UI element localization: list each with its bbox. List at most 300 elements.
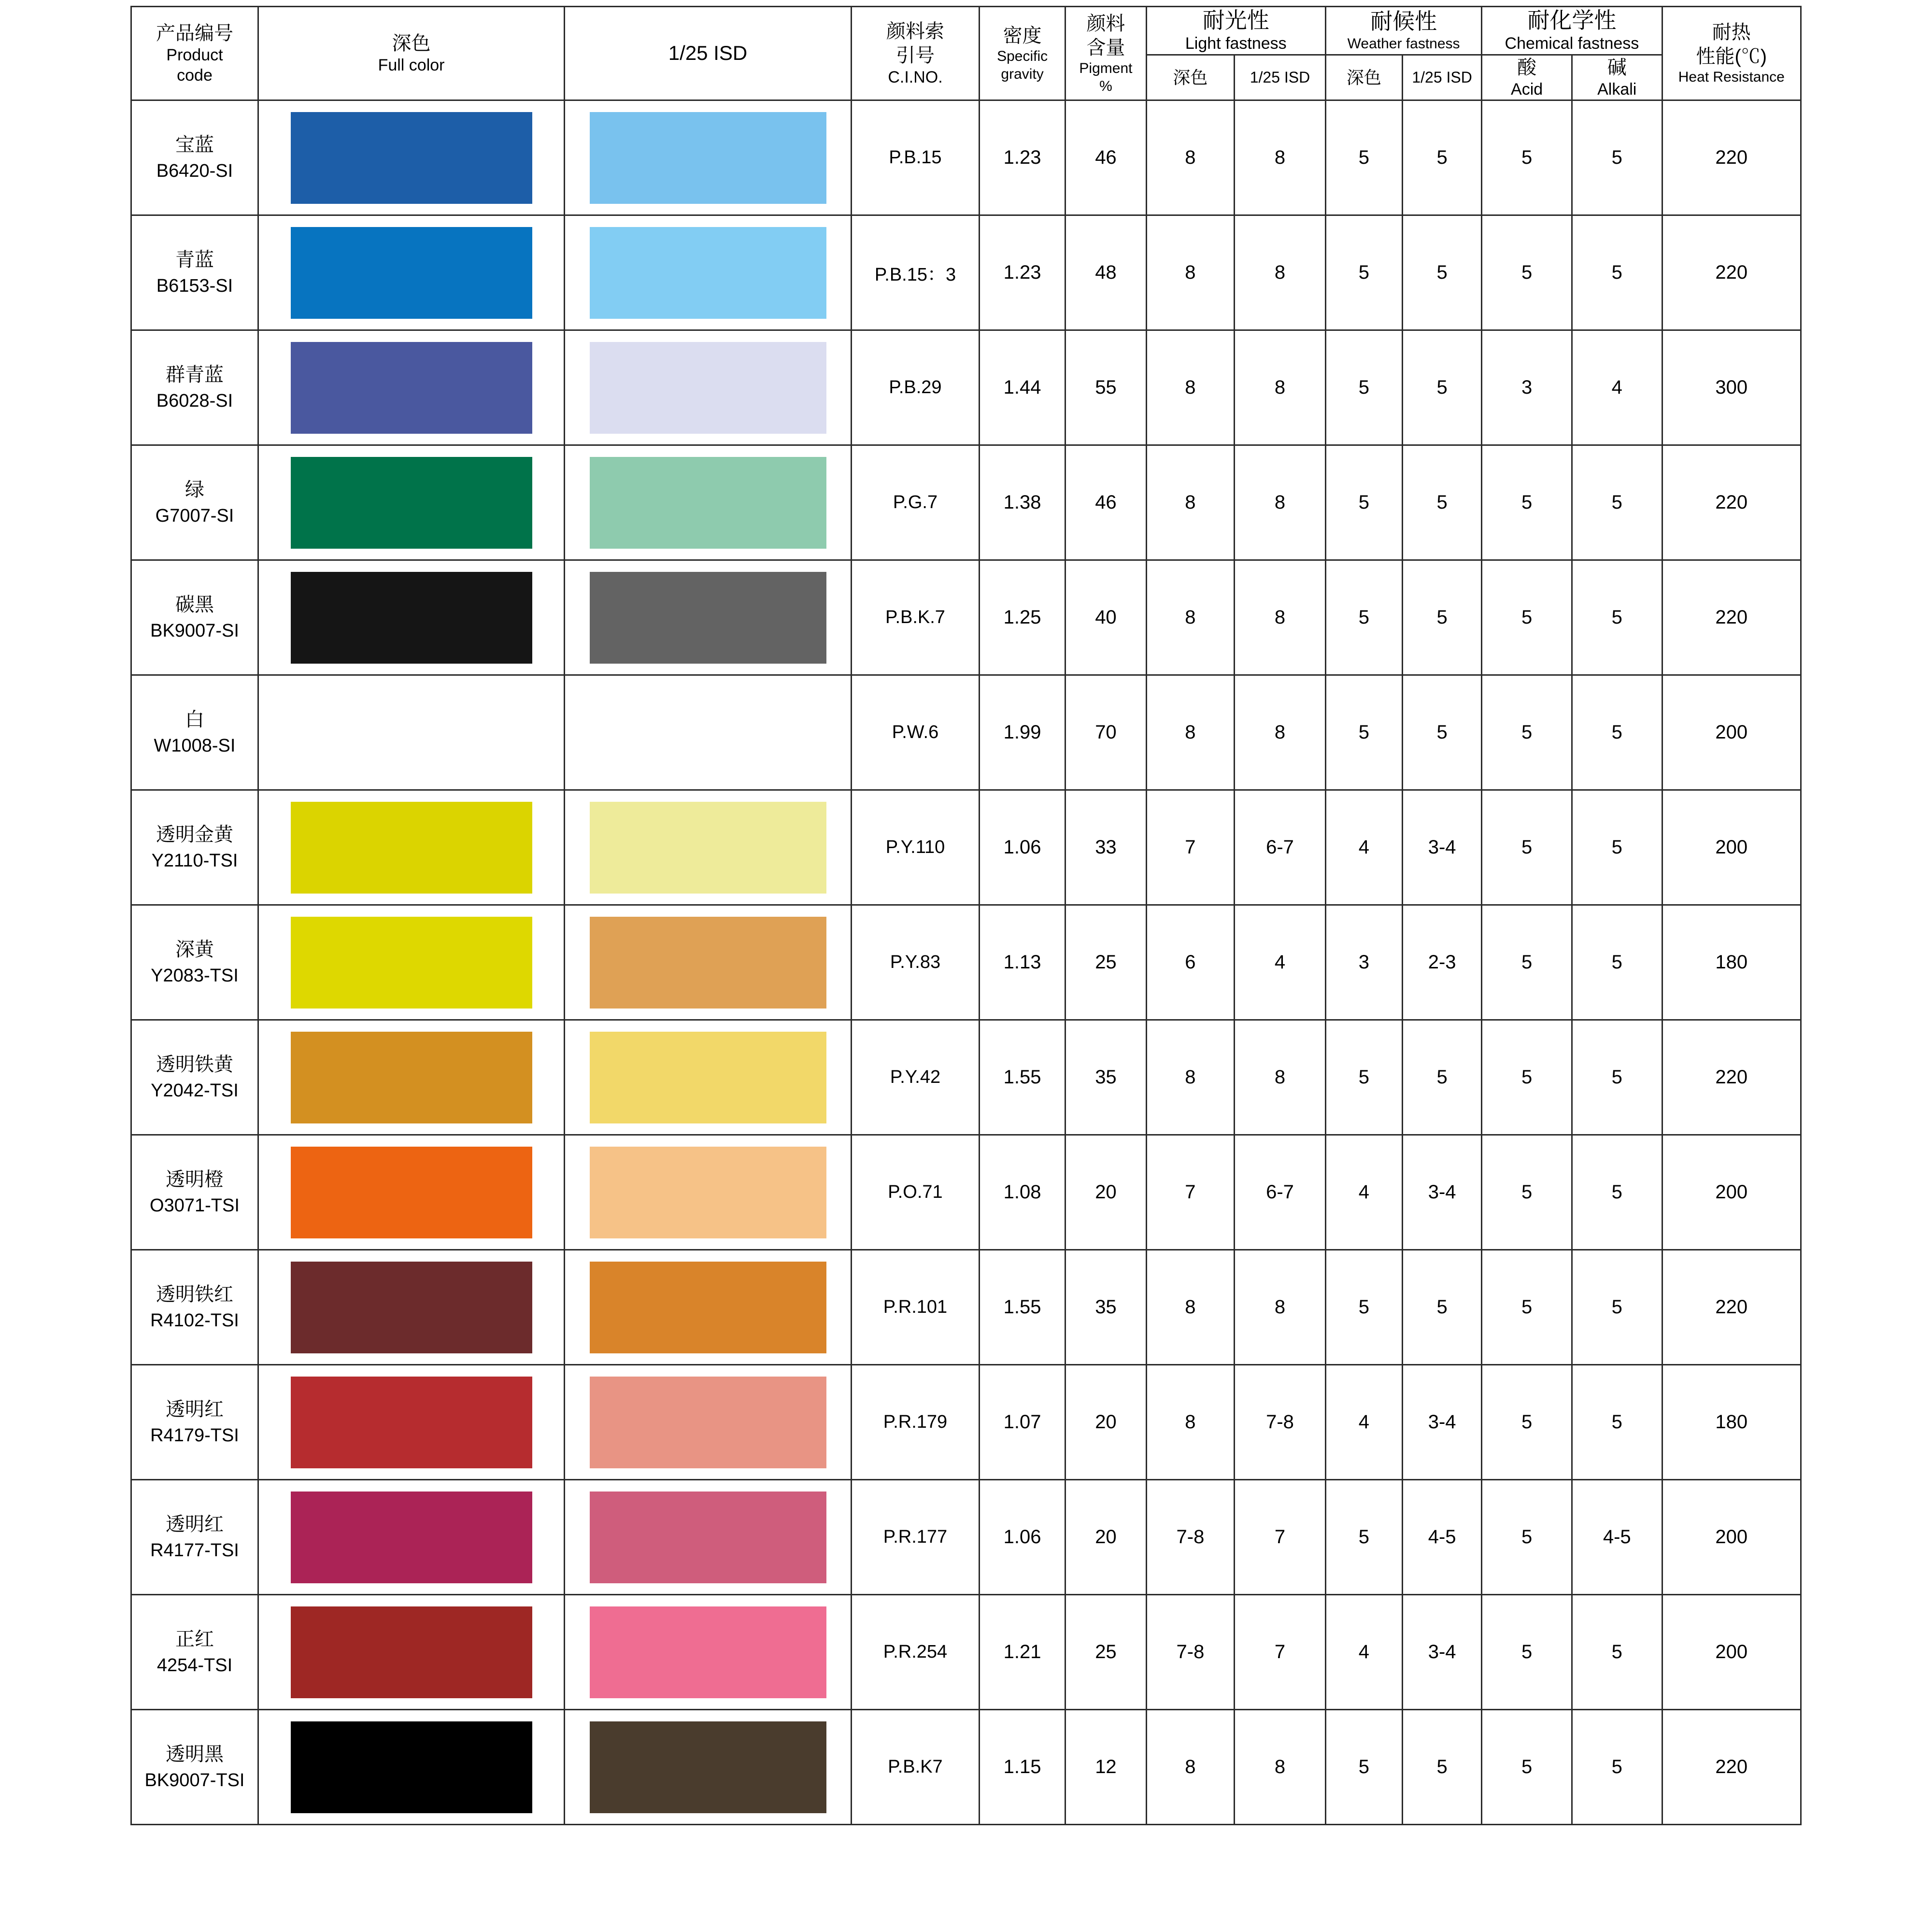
table-row bbox=[131, 1135, 1801, 1250]
table-row bbox=[131, 215, 1801, 330]
pigment-content-cell: 20 bbox=[1065, 1480, 1147, 1595]
product-code-value: O3071-TSI bbox=[150, 1195, 240, 1216]
isd-swatch bbox=[590, 572, 826, 664]
isd-swatch bbox=[590, 1492, 826, 1583]
isd-swatch-cell bbox=[565, 675, 852, 790]
isd-swatch-cell bbox=[565, 215, 852, 330]
header-density-cn: 密度 bbox=[1003, 25, 1042, 46]
weather-fastness-isd-cell: 5 bbox=[1402, 1710, 1481, 1825]
pigment-content-cell: 25 bbox=[1065, 905, 1147, 1020]
weather-fastness-isd-cell: 5 bbox=[1402, 330, 1481, 445]
ci-no-cell: P.O.71 bbox=[851, 1135, 979, 1250]
light-fastness-isd-cell: 6-7 bbox=[1235, 790, 1326, 905]
specific-gravity-cell: 1.23 bbox=[980, 215, 1065, 330]
isd-swatch-cell bbox=[565, 905, 852, 1020]
weather-fastness-isd-cell: 3-4 bbox=[1402, 1595, 1481, 1710]
product-code-value: BK9007-SI bbox=[150, 621, 239, 641]
product-code-cell bbox=[131, 1135, 258, 1250]
product-code-cell bbox=[131, 905, 258, 1020]
full-color-swatch-cell bbox=[258, 100, 564, 215]
light-fastness-deep-cell: 7-8 bbox=[1146, 1595, 1234, 1710]
isd-swatch bbox=[590, 1721, 826, 1813]
heat-resistance-cell: 200 bbox=[1662, 1595, 1801, 1710]
table-header bbox=[131, 7, 1801, 100]
weather-fastness-isd-cell: 5 bbox=[1402, 215, 1481, 330]
ci-no-cell: P.R.254 bbox=[851, 1595, 979, 1710]
full-color-swatch-cell bbox=[258, 1020, 564, 1135]
header-weather-fastness-en: Weather fastness bbox=[1347, 35, 1460, 52]
header-light-fastness bbox=[1146, 7, 1325, 55]
weather-fastness-deep-cell: 3 bbox=[1325, 905, 1402, 1020]
weather-fastness-deep-cell: 5 bbox=[1325, 100, 1402, 215]
alkali-fastness-cell: 5 bbox=[1572, 1020, 1662, 1135]
full-color-swatch-cell bbox=[258, 1365, 564, 1480]
isd-swatch-cell bbox=[565, 790, 852, 905]
full-color-swatch-cell bbox=[258, 1710, 564, 1825]
product-code-value: 4254-TSI bbox=[156, 1655, 233, 1676]
ci-no-cell: P.B.15：3 bbox=[851, 215, 979, 330]
light-fastness-isd-cell: 8 bbox=[1235, 215, 1326, 330]
isd-swatch-cell bbox=[565, 445, 852, 560]
full-color-swatch-cell bbox=[258, 1595, 564, 1710]
table-row bbox=[131, 100, 1801, 215]
header-pigment-cn-1: 颜料 bbox=[1086, 13, 1125, 34]
full-color-swatch bbox=[291, 1147, 532, 1238]
product-code-value: BK9007-TSI bbox=[144, 1770, 245, 1791]
product-code-cell bbox=[131, 330, 258, 445]
heat-resistance-cell: 300 bbox=[1662, 330, 1801, 445]
table-row bbox=[131, 790, 1801, 905]
header-isd-label: 1/25 ISD bbox=[668, 42, 748, 65]
full-color-swatch bbox=[291, 1721, 532, 1813]
header-alkali-en: Alkali bbox=[1597, 80, 1637, 99]
full-color-swatch bbox=[291, 1492, 532, 1583]
product-code-cell bbox=[131, 560, 258, 675]
header-weather-isd: 1/25 ISD bbox=[1402, 55, 1481, 100]
alkali-fastness-cell: 5 bbox=[1572, 790, 1662, 905]
header-pigment-en: Pigment bbox=[1079, 60, 1133, 76]
product-code-cell bbox=[131, 1710, 258, 1825]
full-color-swatch-cell bbox=[258, 905, 564, 1020]
light-fastness-deep-cell: 8 bbox=[1146, 1710, 1234, 1825]
alkali-fastness-cell: 5 bbox=[1572, 1135, 1662, 1250]
specific-gravity-cell: 1.99 bbox=[980, 675, 1065, 790]
light-fastness-isd-cell: 4 bbox=[1235, 905, 1326, 1020]
table-row bbox=[131, 1250, 1801, 1365]
pigment-content-cell: 48 bbox=[1065, 215, 1147, 330]
product-code-value: R4102-TSI bbox=[150, 1310, 239, 1331]
weather-fastness-isd-cell: 5 bbox=[1402, 445, 1481, 560]
ci-no-cell: P.B.29 bbox=[851, 330, 979, 445]
isd-swatch-cell bbox=[565, 1365, 852, 1480]
full-color-swatch bbox=[291, 1032, 532, 1123]
weather-fastness-deep-cell: 5 bbox=[1325, 1250, 1402, 1365]
light-fastness-deep-cell: 8 bbox=[1146, 1020, 1234, 1135]
header-pigment-cn-2: 含量 bbox=[1086, 37, 1125, 58]
light-fastness-deep-cell: 8 bbox=[1146, 1250, 1234, 1365]
alkali-fastness-cell: 5 bbox=[1572, 675, 1662, 790]
specific-gravity-cell: 1.07 bbox=[980, 1365, 1065, 1480]
heat-resistance-cell: 180 bbox=[1662, 905, 1801, 1020]
specific-gravity-cell: 1.21 bbox=[980, 1595, 1065, 1710]
header-heat-cn-2: 性能(℃) bbox=[1696, 46, 1767, 68]
product-name-cn: 透明铁黄 bbox=[156, 1054, 233, 1076]
header-full-color bbox=[258, 7, 564, 100]
specific-gravity-cell: 1.55 bbox=[980, 1250, 1065, 1365]
light-fastness-isd-cell: 8 bbox=[1235, 330, 1326, 445]
product-code-cell bbox=[131, 215, 258, 330]
header-weather-fastness-cn: 耐候性 bbox=[1370, 9, 1437, 34]
light-fastness-deep-cell: 8 bbox=[1146, 330, 1234, 445]
product-code-cell bbox=[131, 1250, 258, 1365]
product-code-value: B6028-SI bbox=[156, 391, 233, 412]
header-light-deep: 深色 bbox=[1146, 55, 1234, 100]
isd-swatch-cell bbox=[565, 560, 852, 675]
header-heat-en: Heat Resistance bbox=[1678, 69, 1785, 85]
weather-fastness-isd-cell: 5 bbox=[1402, 1250, 1481, 1365]
product-code-cell bbox=[131, 790, 258, 905]
specific-gravity-cell: 1.13 bbox=[980, 905, 1065, 1020]
product-code-value: Y2042-TSI bbox=[151, 1080, 239, 1101]
full-color-swatch bbox=[291, 687, 532, 779]
table-row bbox=[131, 445, 1801, 560]
product-code-value: R4179-TSI bbox=[150, 1425, 239, 1446]
isd-swatch bbox=[590, 342, 826, 434]
product-code-cell bbox=[131, 1480, 258, 1595]
product-name-cn: 绿 bbox=[185, 479, 204, 501]
full-color-swatch bbox=[291, 802, 532, 894]
acid-fastness-cell: 5 bbox=[1482, 1135, 1572, 1250]
ci-no-cell: P.Y.83 bbox=[851, 905, 979, 1020]
ci-no-cell: P.Y.42 bbox=[851, 1020, 979, 1135]
heat-resistance-cell: 180 bbox=[1662, 1365, 1801, 1480]
table-row bbox=[131, 675, 1801, 790]
alkali-fastness-cell: 5 bbox=[1572, 445, 1662, 560]
acid-fastness-cell: 5 bbox=[1482, 1020, 1572, 1135]
light-fastness-isd-cell: 7 bbox=[1235, 1480, 1326, 1595]
full-color-swatch-cell bbox=[258, 1135, 564, 1250]
light-fastness-deep-cell: 7 bbox=[1146, 1135, 1234, 1250]
acid-fastness-cell: 5 bbox=[1482, 1250, 1572, 1365]
full-color-swatch-cell bbox=[258, 330, 564, 445]
product-name-cn: 白 bbox=[185, 709, 204, 731]
product-name-cn: 透明橙 bbox=[165, 1169, 224, 1191]
isd-swatch-cell bbox=[565, 1250, 852, 1365]
table-row bbox=[131, 560, 1801, 675]
weather-fastness-isd-cell: 3-4 bbox=[1402, 1135, 1481, 1250]
header-specific-gravity bbox=[980, 7, 1065, 100]
specific-gravity-cell: 1.06 bbox=[980, 790, 1065, 905]
table-row bbox=[131, 1595, 1801, 1710]
alkali-fastness-cell: 5 bbox=[1572, 215, 1662, 330]
alkali-fastness-cell: 4 bbox=[1572, 330, 1662, 445]
product-code-value: Y2110-TSI bbox=[151, 851, 238, 871]
pigment-content-cell: 20 bbox=[1065, 1365, 1147, 1480]
product-code-value: R4177-TSI bbox=[150, 1540, 239, 1561]
acid-fastness-cell: 5 bbox=[1482, 1710, 1572, 1825]
heat-resistance-cell: 200 bbox=[1662, 1135, 1801, 1250]
full-color-swatch bbox=[291, 1262, 532, 1353]
light-fastness-isd-cell: 8 bbox=[1235, 1250, 1326, 1365]
heat-resistance-cell: 200 bbox=[1662, 790, 1801, 905]
weather-fastness-isd-cell: 3-4 bbox=[1402, 1365, 1481, 1480]
isd-swatch bbox=[590, 687, 826, 779]
light-fastness-deep-cell: 8 bbox=[1146, 675, 1234, 790]
isd-swatch-cell bbox=[565, 100, 852, 215]
full-color-swatch bbox=[291, 1377, 532, 1468]
light-fastness-deep-cell: 8 bbox=[1146, 100, 1234, 215]
acid-fastness-cell: 5 bbox=[1482, 445, 1572, 560]
product-name-cn: 群青蓝 bbox=[165, 364, 224, 386]
full-color-swatch-cell bbox=[258, 1480, 564, 1595]
weather-fastness-deep-cell: 5 bbox=[1325, 675, 1402, 790]
light-fastness-isd-cell: 7 bbox=[1235, 1595, 1326, 1710]
weather-fastness-isd-cell: 5 bbox=[1402, 560, 1481, 675]
specific-gravity-cell: 1.15 bbox=[980, 1710, 1065, 1825]
ci-no-cell: P.R.177 bbox=[851, 1480, 979, 1595]
acid-fastness-cell: 5 bbox=[1482, 100, 1572, 215]
table-row bbox=[131, 905, 1801, 1020]
isd-swatch bbox=[590, 802, 826, 894]
header-weather-fastness bbox=[1325, 7, 1481, 55]
header-isd bbox=[565, 7, 852, 100]
product-name-cn: 青蓝 bbox=[175, 249, 214, 271]
table-row bbox=[131, 1365, 1801, 1480]
header-ci-cn-1: 颜料索 bbox=[886, 20, 944, 42]
specific-gravity-cell: 1.55 bbox=[980, 1020, 1065, 1135]
full-color-swatch bbox=[291, 457, 532, 549]
header-heat-resistance bbox=[1662, 7, 1801, 100]
alkali-fastness-cell: 5 bbox=[1572, 1250, 1662, 1365]
product-name-cn: 透明黑 bbox=[165, 1744, 224, 1765]
product-name-cn: 透明铁红 bbox=[156, 1284, 233, 1306]
full-color-swatch-cell bbox=[258, 445, 564, 560]
specific-gravity-cell: 1.23 bbox=[980, 100, 1065, 215]
isd-swatch bbox=[590, 1262, 826, 1353]
weather-fastness-isd-cell: 5 bbox=[1402, 100, 1481, 215]
product-name-cn: 透明金黄 bbox=[156, 824, 233, 846]
pigment-content-cell: 25 bbox=[1065, 1595, 1147, 1710]
full-color-swatch-cell bbox=[258, 675, 564, 790]
header-ci-en: C.I.NO. bbox=[888, 68, 943, 86]
light-fastness-deep-cell: 7-8 bbox=[1146, 1480, 1234, 1595]
header-ci-no bbox=[851, 7, 979, 100]
header-weather-deep: 深色 bbox=[1325, 55, 1402, 100]
product-code-value: G7007-SI bbox=[155, 506, 234, 526]
heat-resistance-cell: 220 bbox=[1662, 560, 1801, 675]
header-acid-cn: 酸 bbox=[1517, 57, 1537, 78]
product-code-value: B6420-SI bbox=[156, 161, 233, 182]
light-fastness-deep-cell: 8 bbox=[1146, 560, 1234, 675]
alkali-fastness-cell: 5 bbox=[1572, 1595, 1662, 1710]
full-color-swatch bbox=[291, 112, 532, 204]
header-light-fastness-en: Light fastness bbox=[1185, 34, 1287, 53]
acid-fastness-cell: 5 bbox=[1482, 215, 1572, 330]
ci-no-cell: P.G.7 bbox=[851, 445, 979, 560]
isd-swatch bbox=[590, 917, 826, 1009]
table-row bbox=[131, 330, 1801, 445]
heat-resistance-cell: 220 bbox=[1662, 100, 1801, 215]
weather-fastness-deep-cell: 4 bbox=[1325, 1365, 1402, 1480]
full-color-swatch bbox=[291, 572, 532, 664]
heat-resistance-cell: 200 bbox=[1662, 675, 1801, 790]
header-light-isd: 1/25 ISD bbox=[1235, 55, 1326, 100]
light-fastness-isd-cell: 8 bbox=[1235, 560, 1326, 675]
isd-swatch-cell bbox=[565, 1135, 852, 1250]
product-code-cell bbox=[131, 1020, 258, 1135]
pigment-content-cell: 55 bbox=[1065, 330, 1147, 445]
header-row-main bbox=[131, 7, 1801, 55]
header-density-en-1: Specific bbox=[997, 48, 1048, 64]
isd-swatch bbox=[590, 112, 826, 204]
product-code-value: Y2083-TSI bbox=[151, 966, 239, 986]
header-chemical-fastness-en: Chemical fastness bbox=[1505, 34, 1639, 53]
product-code-cell bbox=[131, 1595, 258, 1710]
isd-swatch bbox=[590, 1377, 826, 1468]
header-alkali-cn: 碱 bbox=[1607, 57, 1627, 78]
pigment-content-cell: 35 bbox=[1065, 1020, 1147, 1135]
heat-resistance-cell: 220 bbox=[1662, 1710, 1801, 1825]
header-product-code-en-2: code bbox=[177, 66, 213, 85]
weather-fastness-isd-cell: 5 bbox=[1402, 1020, 1481, 1135]
heat-resistance-cell: 220 bbox=[1662, 1250, 1801, 1365]
ci-no-cell: P.Y.110 bbox=[851, 790, 979, 905]
weather-fastness-deep-cell: 5 bbox=[1325, 560, 1402, 675]
isd-swatch bbox=[590, 1032, 826, 1123]
weather-fastness-deep-cell: 5 bbox=[1325, 1710, 1402, 1825]
isd-swatch bbox=[590, 1147, 826, 1238]
isd-swatch-cell bbox=[565, 1595, 852, 1710]
weather-fastness-deep-cell: 4 bbox=[1325, 1595, 1402, 1710]
heat-resistance-cell: 220 bbox=[1662, 445, 1801, 560]
specific-gravity-cell: 1.38 bbox=[980, 445, 1065, 560]
alkali-fastness-cell: 4-5 bbox=[1572, 1480, 1662, 1595]
header-pigment-content bbox=[1065, 7, 1147, 100]
light-fastness-deep-cell: 8 bbox=[1146, 215, 1234, 330]
acid-fastness-cell: 5 bbox=[1482, 1595, 1572, 1710]
acid-fastness-cell: 5 bbox=[1482, 675, 1572, 790]
header-pigment-pct: % bbox=[1099, 78, 1112, 94]
light-fastness-isd-cell: 8 bbox=[1235, 100, 1326, 215]
alkali-fastness-cell: 5 bbox=[1572, 905, 1662, 1020]
full-color-swatch-cell bbox=[258, 215, 564, 330]
product-code-value: B6153-SI bbox=[156, 276, 233, 297]
product-code-cell bbox=[131, 675, 258, 790]
full-color-swatch-cell bbox=[258, 790, 564, 905]
specific-gravity-cell: 1.25 bbox=[980, 560, 1065, 675]
ci-no-cell: P.B.K.7 bbox=[851, 560, 979, 675]
product-name-cn: 透明红 bbox=[165, 1399, 224, 1421]
table-row bbox=[131, 1710, 1801, 1825]
header-light-fastness-cn: 耐光性 bbox=[1202, 8, 1269, 33]
isd-swatch-cell bbox=[565, 330, 852, 445]
ci-no-cell: P.B.15 bbox=[851, 100, 979, 215]
pigment-properties-table bbox=[130, 6, 1802, 1825]
isd-swatch-cell bbox=[565, 1710, 852, 1825]
weather-fastness-isd-cell: 3-4 bbox=[1402, 790, 1481, 905]
weather-fastness-deep-cell: 5 bbox=[1325, 215, 1402, 330]
pigment-content-cell: 40 bbox=[1065, 560, 1147, 675]
header-density-en-2: gravity bbox=[1001, 66, 1044, 82]
weather-fastness-deep-cell: 5 bbox=[1325, 330, 1402, 445]
isd-swatch bbox=[590, 227, 826, 319]
header-chemical-fastness bbox=[1482, 7, 1662, 55]
heat-resistance-cell: 220 bbox=[1662, 1020, 1801, 1135]
product-name-cn: 透明红 bbox=[165, 1514, 224, 1535]
specific-gravity-cell: 1.06 bbox=[980, 1480, 1065, 1595]
light-fastness-isd-cell: 8 bbox=[1235, 675, 1326, 790]
pigment-content-cell: 12 bbox=[1065, 1710, 1147, 1825]
product-code-value: W1008-SI bbox=[154, 736, 236, 756]
light-fastness-deep-cell: 7 bbox=[1146, 790, 1234, 905]
weather-fastness-isd-cell: 4-5 bbox=[1402, 1480, 1481, 1595]
full-color-swatch bbox=[291, 342, 532, 434]
alkali-fastness-cell: 5 bbox=[1572, 1710, 1662, 1825]
table-body bbox=[131, 100, 1801, 1825]
product-name-cn: 碳黑 bbox=[175, 594, 214, 616]
product-name-cn: 深黄 bbox=[175, 939, 214, 961]
header-acid bbox=[1482, 55, 1572, 100]
ci-no-cell: P.W.6 bbox=[851, 675, 979, 790]
table-row bbox=[131, 1480, 1801, 1595]
header-full-color-cn: 深色 bbox=[392, 32, 431, 54]
pigment-content-cell: 20 bbox=[1065, 1135, 1147, 1250]
header-product-code-en-1: Product bbox=[166, 46, 223, 65]
light-fastness-isd-cell: 6-7 bbox=[1235, 1135, 1326, 1250]
pigment-content-cell: 70 bbox=[1065, 675, 1147, 790]
isd-swatch-cell bbox=[565, 1480, 852, 1595]
weather-fastness-isd-cell: 5 bbox=[1402, 675, 1481, 790]
full-color-swatch-cell bbox=[258, 560, 564, 675]
full-color-swatch bbox=[291, 227, 532, 319]
product-name-cn: 宝蓝 bbox=[175, 134, 214, 156]
light-fastness-deep-cell: 8 bbox=[1146, 445, 1234, 560]
light-fastness-deep-cell: 6 bbox=[1146, 905, 1234, 1020]
heat-resistance-cell: 220 bbox=[1662, 215, 1801, 330]
full-color-swatch-cell bbox=[258, 1250, 564, 1365]
header-product-code-cn: 产品编号 bbox=[156, 23, 233, 44]
weather-fastness-deep-cell: 5 bbox=[1325, 1480, 1402, 1595]
product-code-cell bbox=[131, 445, 258, 560]
weather-fastness-deep-cell: 5 bbox=[1325, 1020, 1402, 1135]
full-color-swatch bbox=[291, 917, 532, 1009]
isd-swatch bbox=[590, 1606, 826, 1698]
product-name-cn: 正红 bbox=[175, 1629, 214, 1650]
header-ci-cn-2: 引号 bbox=[895, 44, 935, 66]
light-fastness-isd-cell: 7-8 bbox=[1235, 1365, 1326, 1480]
specific-gravity-cell: 1.08 bbox=[980, 1135, 1065, 1250]
header-full-color-en: Full color bbox=[378, 56, 445, 74]
alkali-fastness-cell: 5 bbox=[1572, 1365, 1662, 1480]
pigment-content-cell: 35 bbox=[1065, 1250, 1147, 1365]
product-code-cell bbox=[131, 1365, 258, 1480]
acid-fastness-cell: 3 bbox=[1482, 330, 1572, 445]
pigment-content-cell: 46 bbox=[1065, 100, 1147, 215]
header-acid-en: Acid bbox=[1511, 80, 1543, 99]
weather-fastness-deep-cell: 4 bbox=[1325, 790, 1402, 905]
full-color-swatch bbox=[291, 1606, 532, 1698]
light-fastness-isd-cell: 8 bbox=[1235, 1020, 1326, 1135]
acid-fastness-cell: 5 bbox=[1482, 905, 1572, 1020]
product-code-cell bbox=[131, 100, 258, 215]
header-product-code bbox=[131, 7, 258, 100]
weather-fastness-deep-cell: 5 bbox=[1325, 445, 1402, 560]
weather-fastness-isd-cell: 2-3 bbox=[1402, 905, 1481, 1020]
header-alkali bbox=[1572, 55, 1662, 100]
acid-fastness-cell: 5 bbox=[1482, 1480, 1572, 1595]
weather-fastness-deep-cell: 4 bbox=[1325, 1135, 1402, 1250]
heat-resistance-cell: 200 bbox=[1662, 1480, 1801, 1595]
